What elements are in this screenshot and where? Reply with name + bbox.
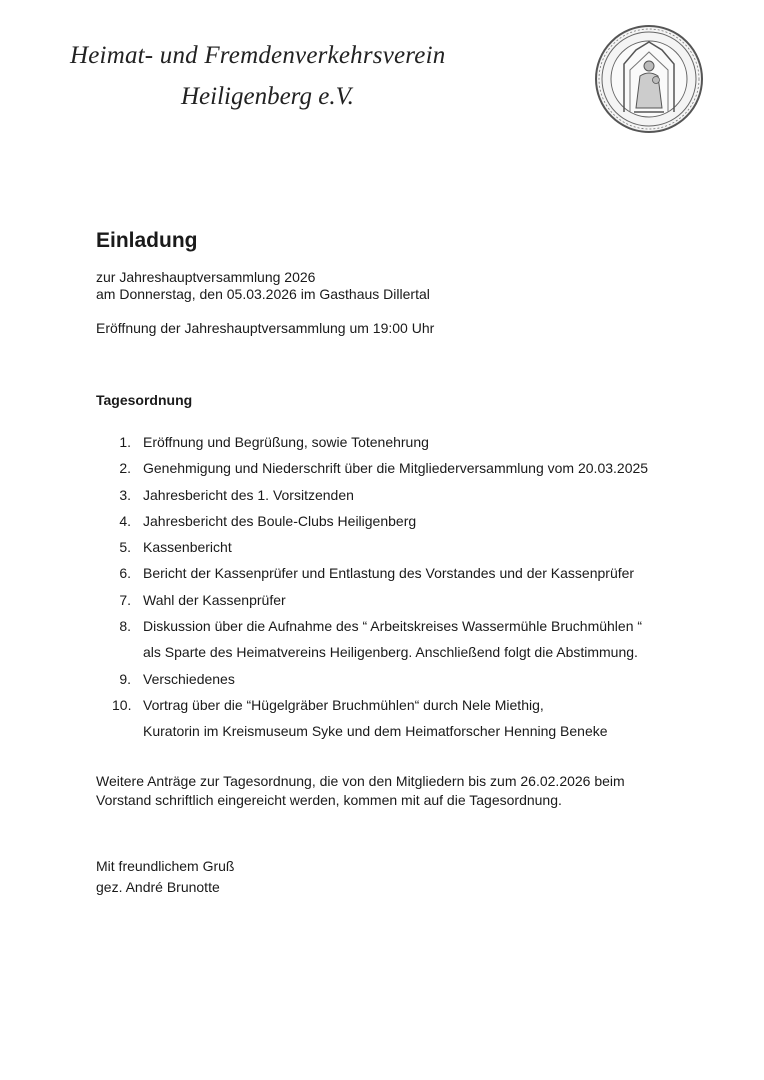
agenda-item-text: Diskussion über die Aufnahme des “ Arbeitskreises Wassermühle Bruchmühlen “ [143, 618, 643, 635]
agenda-item [112, 455, 648, 481]
agenda-item-text: Jahresbericht des Boule-Clubs Heiligenberg [143, 512, 417, 529]
org-name-line-1: Heimat- und Fremdenverkehrsverein [70, 42, 446, 69]
agenda-item-text: Vortrag über die “Hügelgräber Bruchmühlen“ durch Nele Miethig, [143, 696, 544, 713]
agenda-item-number: 4. [119, 512, 131, 529]
agenda-item [112, 718, 648, 744]
agenda-item-text: Genehmigung und Niederschrift über die Mitgliederversammlung vom 20.03.2025 [143, 460, 649, 477]
invitation-title: Einladung [96, 229, 198, 252]
agenda-item [112, 692, 648, 718]
agenda-item-text: Verschiedenes [143, 670, 235, 687]
opening-time: Eröffnung der Jahreshauptversammlung um 19:00 Uhr [96, 320, 435, 336]
note-line: Weitere Anträge zur Tagesordnung, die von den Mitgliedern bis zum 26.02.2026 beim [96, 773, 625, 789]
agenda-item [112, 508, 648, 534]
greeting: Mit freundlichem Gruß [96, 858, 235, 874]
agenda-item-number [112, 639, 143, 665]
agenda-item-number: 1. [119, 434, 131, 450]
note-line: Vorstand schriftlich eingereicht werden, kommen mit auf die Tagesordnung. [96, 792, 562, 808]
agenda-item [112, 666, 648, 692]
agenda-item-number: 3. [119, 486, 131, 503]
agenda-item [112, 560, 648, 586]
agenda-item-text: Jahresbericht des 1. Vorsitzenden [143, 486, 354, 503]
agenda-item-number: 9. [119, 670, 131, 687]
agenda-heading: Tagesordnung [96, 392, 193, 408]
agenda-item [112, 534, 648, 560]
agenda-item-text: Eröffnung und Begrüßung, sowie Totenehrung [143, 434, 429, 450]
meeting-details [96, 269, 430, 303]
agenda-item-text: Kassenbericht [143, 539, 232, 556]
agenda-item [112, 482, 648, 508]
meeting-date-location: am Donnerstag, den 05.03.2026 im Gasthaus Dillertal [96, 286, 430, 302]
agenda-item-number: 10. [112, 696, 132, 713]
agenda-item-number: 5. [119, 539, 131, 556]
agenda-item-number: 6. [119, 565, 131, 582]
agenda-item [112, 587, 648, 613]
agenda-item [112, 613, 648, 639]
agenda-item-number: 7. [119, 591, 131, 608]
additional-motions-note [96, 772, 625, 810]
agenda-item-text: Wahl der Kassenprüfer [143, 591, 286, 608]
agenda-item [112, 429, 648, 455]
agenda-item-number: 8. [119, 618, 131, 635]
agenda-item-number [112, 718, 143, 744]
org-name-line-2: Heiligenberg e.V. [181, 83, 354, 110]
meeting-subject: zur Jahreshauptversammlung 2026 [96, 269, 316, 285]
signature: gez. André Brunotte [96, 879, 220, 895]
agenda-item-text: als Sparte des Heimatvereins Heiligenberg. Anschließend folgt die Abstimmung. [143, 644, 638, 661]
agenda-item-text: Kuratorin im Kreismuseum Syke und dem Heimatforscher Henning Beneke [143, 723, 608, 740]
closing-block [96, 856, 234, 898]
agenda-item [112, 639, 648, 665]
seal-emblem-icon [594, 24, 704, 134]
agenda-item-number: 2. [119, 460, 131, 477]
agenda-item-text: Bericht der Kassenprüfer und Entlastung des Vorstandes und der Kassenprüfer [143, 565, 635, 582]
agenda-list [112, 429, 648, 745]
